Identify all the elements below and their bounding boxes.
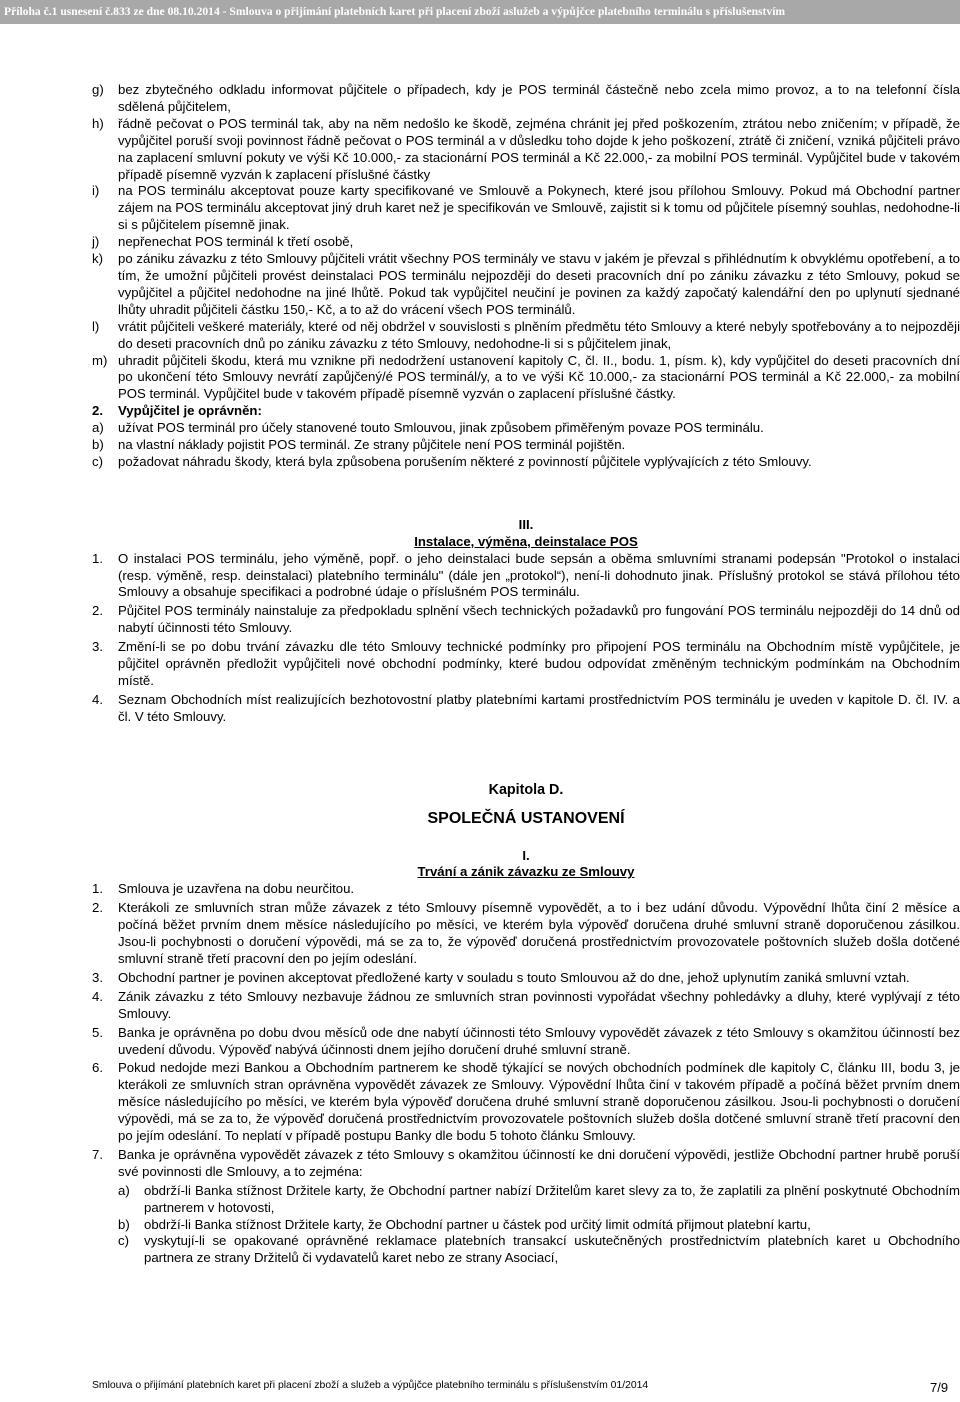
article-1-point-label: 1. (92, 881, 103, 897)
article-1-subpoint (92, 1183, 960, 1217)
article-3-point-text: Změní-li se po dobu trvání závazku dle této Smlouvy technické podmínky pro připojení POS terminálu na Obchodním místě vypůjčitele, je půjčitel oprávněn předložit vypůjčiteli nové obchodní podmínky, které budou odpovídat změněným technickým podmínkám na Obchodním místě. (118, 639, 960, 688)
right-item-text: na vlastní náklady pojistit POS terminál. Ze strany půjčitele není POS terminál pojištěn. (118, 437, 626, 453)
obligation-item (92, 183, 960, 234)
article-1-number: I. (522, 847, 530, 863)
article-1-point-text: Zánik závazku z této Smlouvy nezbavuje žádnou ze smluvních stran povinnosti vypořádat všechny pohledávky a dluhy, které vyplývají z této Smlouvy. (118, 988, 960, 1021)
right-item-label: c) (92, 453, 103, 469)
article-1-point-label: 6. (92, 1060, 103, 1076)
article-1-subpoint-text: obdrží-li Banka stížnost Držitele karty, že Obchodní partner u částek pod určitý limit odmítá přijmout platební kartu, (144, 1216, 811, 1232)
article-1-point-label: 5. (92, 1024, 103, 1040)
obligation-item-text: po zániku závazku z této Smlouvy půjčiteli vrátit všechny POS terminály ve stavu v jakém je převzal s přihlédnutím k obvyklému opotřebení, a to tím, že umožní půjčiteli provést deinstalaci POS terminálu nejpozději do deseti pracovních dní po zániku závazku z této Smlouvy, pokud se vypůjčitel a půjčitel nedohodne na jiné lhůtě. Pokud tak vypůjčitel neučiní je povinen za každý započatý kalendářní den po uplynutí sjednané lhůty uhradit půjčiteli částku 150,- Kč, a to až do vrácení všech POS terminálů. (118, 251, 960, 317)
article-1-point (92, 989, 960, 1023)
article-3-list (92, 551, 960, 726)
article-3-point-label: 4. (92, 691, 103, 707)
obligation-item-label: m) (92, 352, 108, 368)
obligation-item-label: g) (92, 82, 104, 97)
article-3-point (92, 603, 960, 637)
obligation-item (92, 319, 960, 353)
article-3-number: III. (518, 516, 534, 532)
article-1-point (92, 881, 960, 898)
article-3-title: Instalace, výměna, deinstalace POS (414, 533, 638, 549)
right-item-label: b) (92, 437, 104, 453)
article-1-point-text: Kterákoli ze smluvních stran může závazek z této Smlouvy písemně vypovědět, a to i bez udání důvodu. Výpovědní lhůta činí 2 měsíce a počíná běžet prvním dnem měsíce následujícího po měsíci, ve kterém byla výpověď doručena druhé smluvní straně doporučenou zásilkou. Jsou-li pochybnosti o doručení výpovědi, má se za to, že výpověď doručená prostřednictvím provozovatele poštovních služeb došla dotčené smluvní straně třetí pracovní den po jejím odeslání. (118, 900, 960, 966)
article-1-point (92, 1025, 960, 1059)
article-1-point (92, 900, 960, 968)
article-1-point-label: 4. (92, 988, 103, 1004)
article-1-point (92, 1060, 960, 1145)
right-item-text: užívat POS terminál pro účely stanovené touto Smlouvou, jinak způsobem přiměřeným povaze POS terminálu. (118, 420, 764, 436)
obligation-item (92, 116, 960, 184)
header-bar: Příloha č.1 usnesení č.833 ze dne 08.10.2014 - Smlouva o přijímání platebních karet při placení zboží aslužeb a výpůjčce platebního terminálu s příslušenstvím (0, 0, 960, 24)
right-item-label: a) (92, 420, 104, 436)
article-3-point (92, 551, 960, 602)
article-3-point-text: O instalaci POS terminálu, jeho výměně, popř. o jeho deinstalaci bude sepsán a oběma smluvními stranami podepsán "Protokol o instalaci (resp. výměně, resp. deinstalaci) platebního terminálu" (dále jen „protokol“), není-li dohodnuto jinak. Příslušný protokol se stává přílohou této Smlouvy a obsahuje specifikaci a podrobné údaje o příslušném POS terminálu. (118, 550, 960, 600)
article-3-point (92, 692, 960, 726)
section-2-title: Vypůjčitel je oprávněn: (118, 403, 262, 419)
obligation-item-label: l) (92, 318, 100, 334)
article-1-subpoint-text: vyskytují-li se opakované oprávněné reklamace platebních transakcí uskutečněných prostřednictvím platebních karet u Obchodního partnera ze strany Držitelů či vydavatelů karet nebo ze strany Asociací, (144, 1233, 960, 1266)
section-2-heading (92, 403, 960, 420)
article-1-point-text: Smlouva je uzavřena na dobu neurčitou. (118, 881, 355, 897)
article-1-list (92, 881, 960, 1180)
article-1-point-text: Banka je oprávněna vypovědět závazek z této Smlouvy s okamžitou účinností ke dni doručení výpovědi, jestliže Obchodní partner hrubě poruší své povinnosti dle Smlouvy, a to zejména: (118, 1146, 960, 1179)
article-1-point-text: Banka je oprávněna po dobu dvou měsíců ode dne nabytí účinnosti této Smlouvy vypovědět závazek z této Smlouvy s okamžitou účinností bez uvedení důvodu. Výpověď nabývá účinnosti dnem jejího doručení druhé smluvní straně. (118, 1024, 960, 1057)
obligation-item-text: řádně pečovat o POS terminál tak, aby na něm nedošlo ke škodě, zejména chránit jej před poškozením, ztrátou nebo zničením; v případě, že vypůjčitel poruší svoji povinnost řádně pečovat o POS terminál a v důsledku toho dojde k jeho poškození, ztrátě či zničení, vzniká půjčiteli právo na zaplacení smluvní pokuty ve výši Kč 10.000,- za stacionární POS terminál a Kč 22.000,- za mobilní POS terminál. Vypůjčitel bude v takovém případě písemně vyzván k zaplacení příslušné částky (118, 115, 960, 182)
article-1-point-label: 2. (92, 900, 103, 916)
article-1-subpoint-label: a) (118, 1182, 130, 1198)
chapter-title: SPOLEČNÁ USTANOVENÍ (427, 809, 625, 827)
rights-list (92, 420, 960, 471)
article-1-point-7-sublist (92, 1183, 960, 1268)
article-1-point-label: 7. (92, 1146, 103, 1162)
article-3-point-label: 2. (92, 603, 103, 619)
article-3-point-text: Seznam Obchodních míst realizujících bezhotovostní platby platebními kartami prostřednictvím POS terminálu je uveden v kapitole D. čl. IV. a čl. V této Smlouvy. (118, 691, 960, 724)
article-1-subpoint (92, 1217, 960, 1234)
article-1-point (92, 970, 960, 987)
article-1-subpoint-text: obdrží-li Banka stížnost Držitele karty, že Obchodní partner nabízí Držitelům karet slevy za to, že zaplatili za plnění poskytnuté Obchodním partnerem v hotovosti, (144, 1182, 960, 1215)
obligation-item-text: vrátit půjčiteli veškeré materiály, které od něj obdržel v souvislosti s plněním předmětu této Smlouvy a které nebyly spotřebovány a to nejpozději do deseti pracovních dnů po zániku závazku z této Smlouvy, nedohodne-li si s půjčitelem jinak, (118, 318, 960, 351)
chapter-label: Kapitola D. (488, 781, 564, 798)
right-item-text: požadovat náhradu škody, která byla způsobena porušením některé z povinností půjčitele vyplývajících z této Smlouvy. (118, 453, 812, 469)
right-item (92, 437, 960, 454)
article-1-title: Trvání a zánik závazku ze Smlouvy (417, 864, 635, 880)
obligation-item-label: k) (92, 251, 103, 267)
article-1-point (92, 1147, 960, 1181)
obligation-item-text: uhradit půjčiteli škodu, která mu vznikne při nedodržení ustanovení kapitoly C, čl. II., bodu. 1, písm. k), kdy vypůjčitel do deseti pracovních dní po ukončení této Smlouvy nevrátí zapůjčený/é POS terminál/y, a to ve výši Kč 10.000,- za stacionární POS terminál a Kč 22.000,- za mobilní POS terminál. Vypůjčitel bude v takovém případě písemně vyzván o zaplacení příslušné částky. (118, 352, 960, 402)
obligation-item-text: na POS terminálu akceptovat pouze karty specifikované ve Smlouvě a Pokynech, které jsou přílohou Smlouvy. Pokud má Obchodní partner zájem na POS terminálu akceptovat jiný druh karet než je specifikován ve Smlouvě, zajistit si k tomu od půjčitele písemný souhlas, nedohodne-li si s půjčitelem písemně jinak. (118, 183, 960, 233)
obligation-item (92, 82, 960, 116)
obligation-item (92, 234, 960, 251)
article-3-point-label: 3. (92, 639, 103, 655)
document-body (92, 82, 960, 1267)
right-item (92, 454, 960, 471)
article-1-subpoint-label: c) (118, 1233, 129, 1249)
article-3-point-label: 1. (92, 550, 103, 566)
obligation-item-label: h) (92, 115, 104, 131)
obligation-item (92, 251, 960, 319)
article-1-point-text: Pokud nedojde mezi Bankou a Obchodním partnerem ke shodě týkající se nových obchodních podmínek dle kapitoly C, článku III, bodu 3, je kterákoli ze smluvních stran oprávněna vypovědět závazek ze Smlouvy. Výpovědní lhůta činí v takovém případě a počíná běžet prvním dnem měsíce následujícího po měsíci, ve kterém byla výpověď doručena druhé smluvní straně doporučenou zásilkou. Jsou-li pochybnosti o doručení výpovědi, má se za to, že výpověď doručená prostřednictvím provozovatele poštovních služeb došla dotčené smluvní straně třetí pracovní den po jejím odeslání. To neplatí v případě postupu Banky dle bodu 5 tohoto článku Smlouvy. (118, 1060, 960, 1144)
article-1-point-label: 3. (92, 969, 103, 985)
page-number: 7/9 (930, 1380, 949, 1395)
article-3-point (92, 639, 960, 690)
article-1-subpoint (92, 1233, 960, 1267)
article-3-point-text: Půjčitel POS terminály nainstaluje za předpokladu splnění všech technických požadavků pro fungování POS terminálu nejpozději do 14 dnů od nabytí účinnosti této Smlouvy. (118, 603, 960, 636)
right-item (92, 420, 960, 437)
obligations-list (92, 82, 960, 403)
obligation-item-text: bez zbytečného odkladu informovat půjčitele o případech, kdy je POS terminál částečně nebo zcela mimo provoz, a to na telefonní čísla sdělená půjčitelem, (118, 82, 960, 114)
article-1-point-text: Obchodní partner je povinen akceptovat předložené karty v souladu s touto Smlouvou až do dne, jehož uplynutím zaniká smluvní vztah. (118, 969, 910, 985)
page-footer: Smlouva o přijímání platebních karet při placení zboží a služeb a výpůjčce platebního terminálu s příslušenstvím 01/2014 (92, 1380, 649, 1391)
article-1-subpoint-label: b) (118, 1216, 130, 1232)
section-2-number: 2. (92, 403, 103, 419)
obligation-item (92, 353, 960, 404)
obligation-item-text: nepřenechat POS terminál k třetí osobě, (118, 234, 354, 250)
obligation-item-label: j) (92, 234, 100, 250)
obligation-item-label: i) (92, 183, 100, 199)
